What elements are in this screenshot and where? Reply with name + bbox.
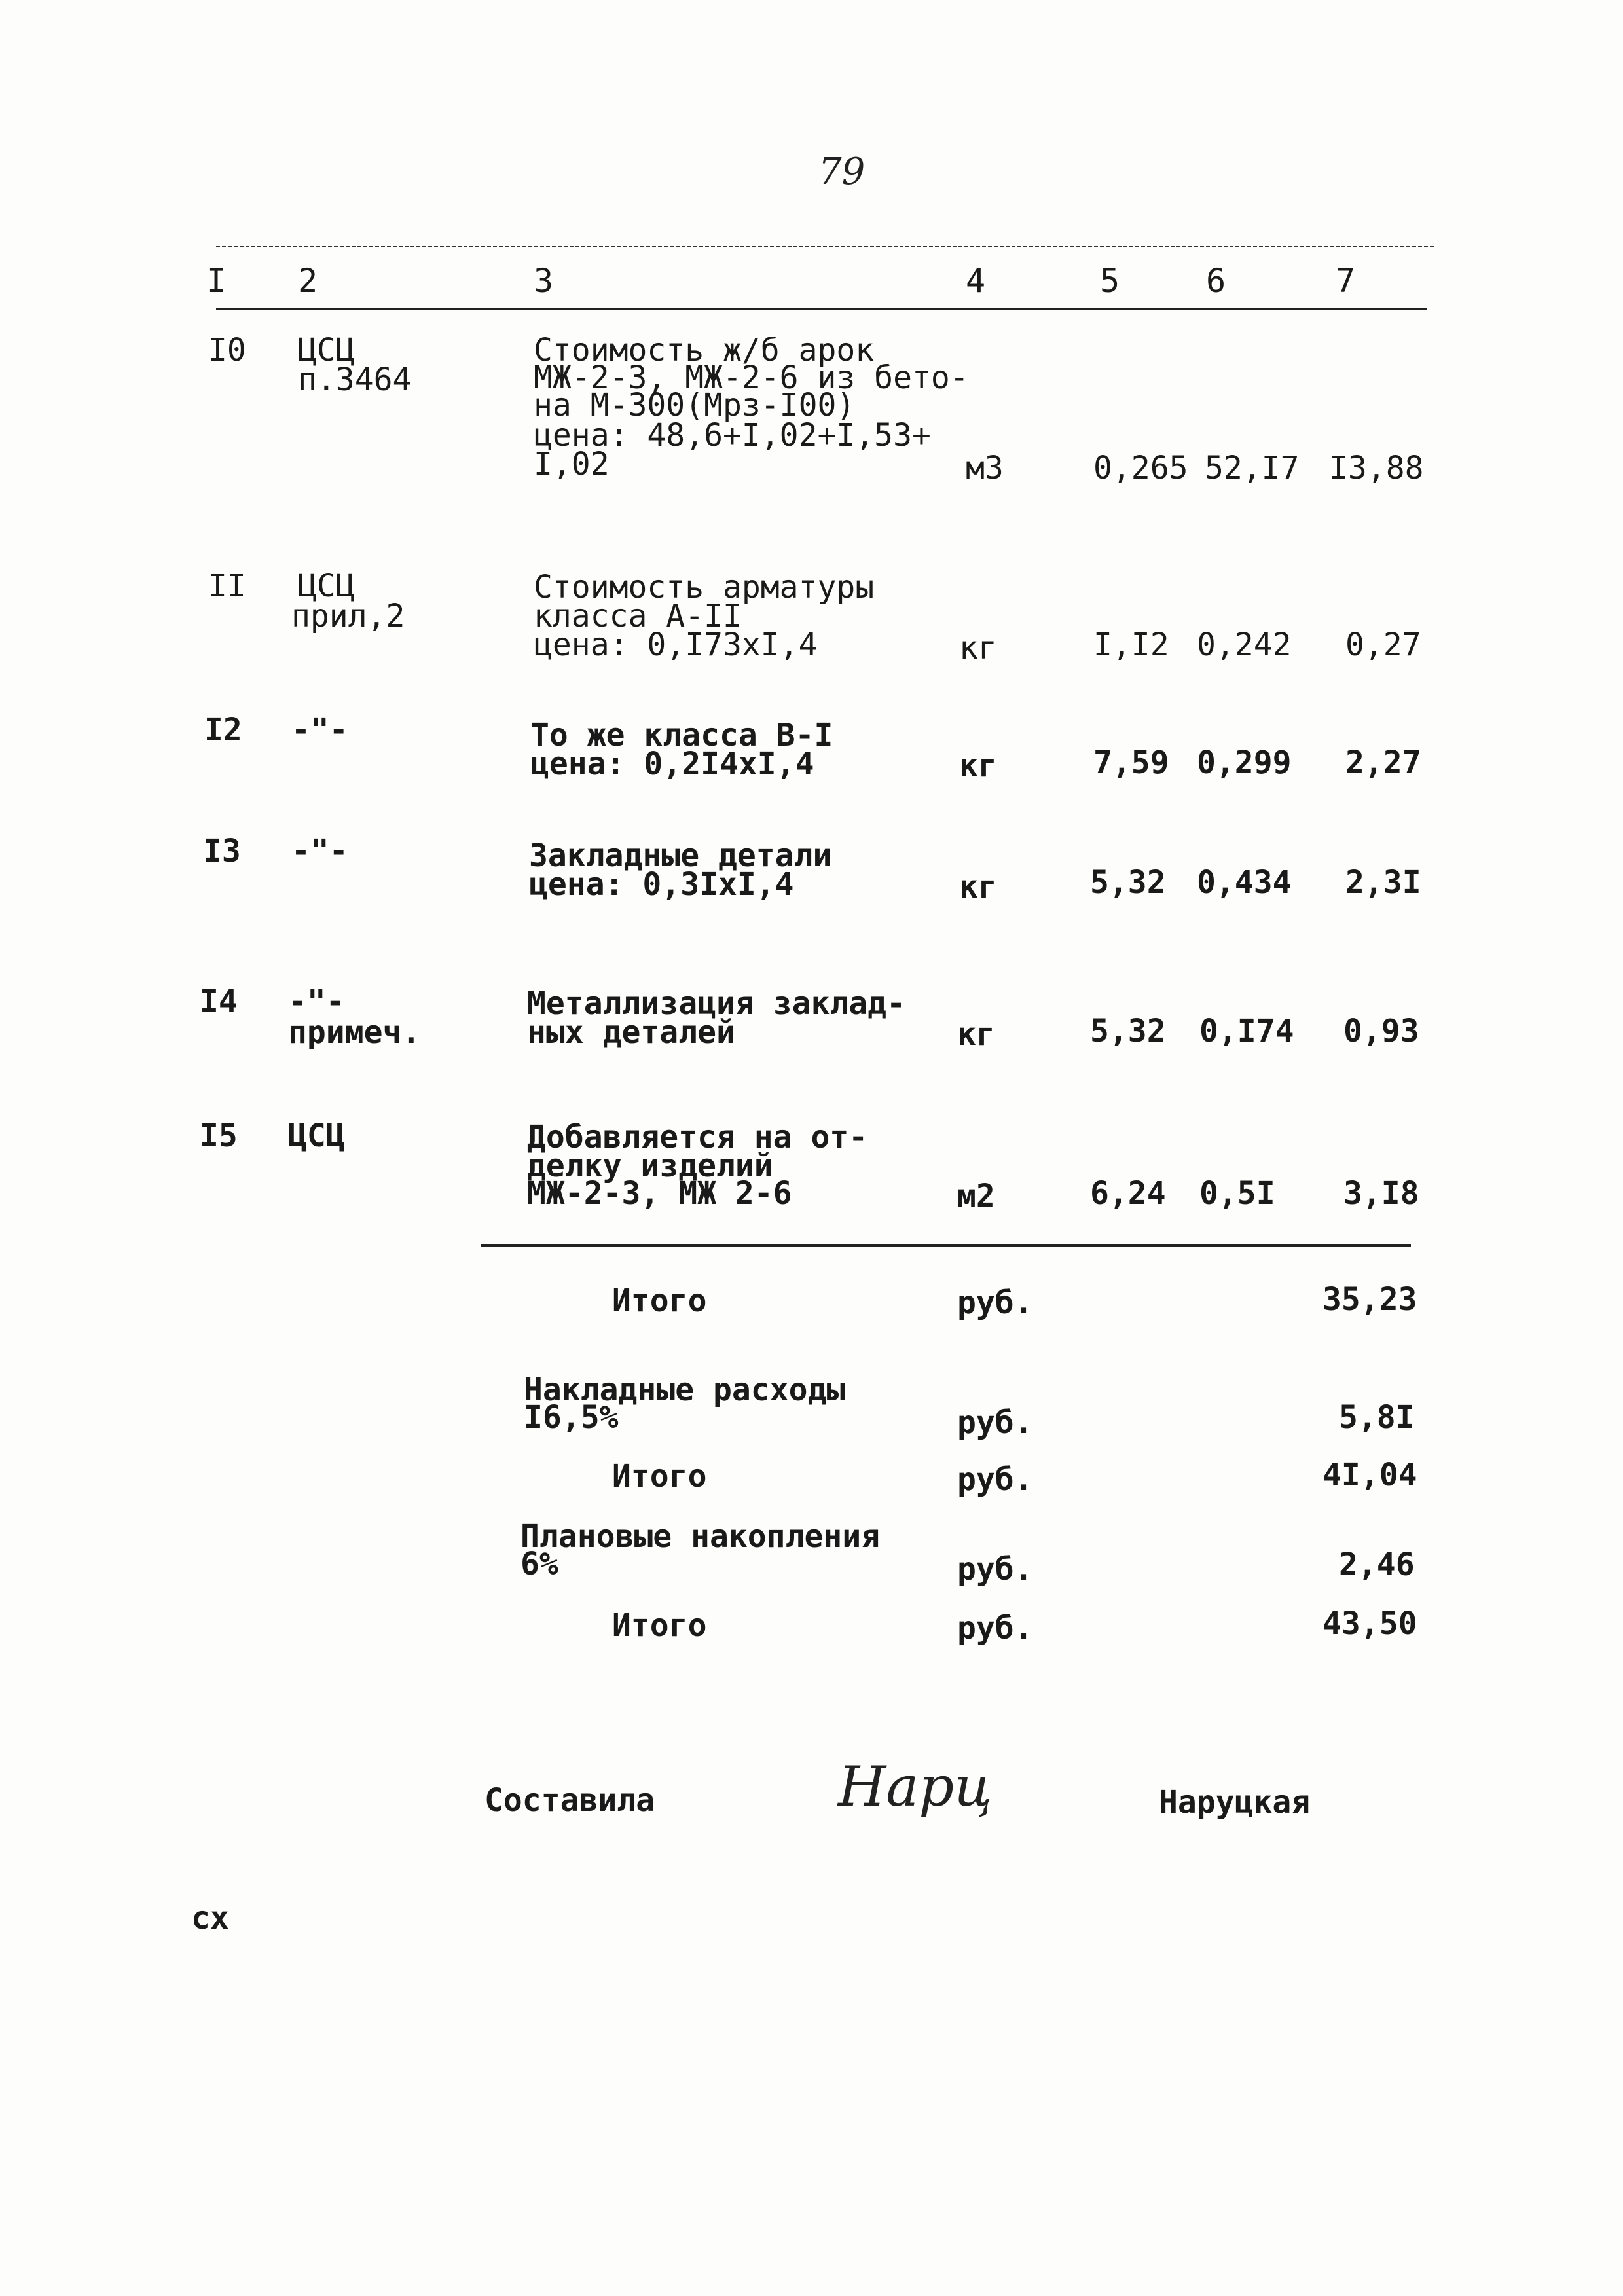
header-col-1: I: [206, 262, 227, 300]
row-14-code-1: -"-: [288, 983, 345, 1020]
summary-total-3-label: Итого: [612, 1607, 707, 1644]
row-12-price: 0,299: [1197, 744, 1292, 781]
row-14-unit: кг: [957, 1016, 995, 1053]
header-col-7: 7: [1336, 262, 1356, 300]
header-rule: [216, 308, 1427, 310]
summary-overhead-label-2: I6,5%: [524, 1399, 619, 1436]
row-15-code: ЦСЦ: [288, 1118, 345, 1154]
row-10-desc-2: МЖ-2-3, МЖ-2-6 из бето-: [534, 359, 969, 396]
row-13-desc-1: Закладные детали: [529, 837, 832, 874]
header-col-6: 6: [1206, 262, 1226, 300]
row-10-num: I0: [208, 332, 246, 369]
row-10-qty: 0,265: [1093, 450, 1188, 486]
signature: Нарц: [838, 1755, 993, 1819]
row-10-desc-3: на М-300(Мрз-I00): [534, 387, 856, 424]
row-14-num: I4: [200, 983, 238, 1020]
summary-total-1-label: Итого: [612, 1283, 707, 1319]
row-11-code-1: ЦСЦ: [298, 568, 355, 604]
summary-overhead-value: 5,8I: [1339, 1399, 1415, 1436]
row-11-desc-3: цена: 0,I73xI,4: [534, 627, 818, 663]
row-14-desc-2: ных деталей: [527, 1014, 735, 1051]
row-10-desc-5: I,02: [534, 446, 610, 483]
row-14-desc-1: Металлизация заклад-: [527, 985, 905, 1022]
header-col-4: 4: [966, 262, 986, 300]
summary-total-1-value: 35,23: [1322, 1281, 1417, 1318]
page-number: 79: [818, 151, 866, 193]
header-col-5: 5: [1100, 262, 1120, 300]
header-col-3: 3: [534, 262, 554, 300]
row-11-price: 0,242: [1197, 627, 1292, 663]
row-10-code-2: п.3464: [298, 361, 412, 398]
row-13-unit: кг: [959, 869, 997, 905]
row-15-desc-3: МЖ-2-3, МЖ 2-6: [527, 1175, 792, 1212]
top-rule: [216, 246, 1434, 247]
row-15-unit: м2: [957, 1178, 995, 1214]
row-12-unit: кг: [959, 748, 997, 784]
summary-total-3-unit: руб.: [957, 1610, 1033, 1647]
row-12-code: -"-: [291, 712, 348, 748]
summary-total-2-label: Итого: [612, 1458, 707, 1495]
row-11-qty: I,I2: [1093, 627, 1169, 663]
row-11-code-2: прил,2: [291, 598, 405, 634]
row-10-unit: м3: [966, 450, 1004, 486]
row-11-desc-2: класса А-II: [534, 598, 742, 634]
row-10-desc-4: цена: 48,6+I,02+I,53+: [534, 417, 931, 454]
row-15-total: 3,I8: [1343, 1175, 1419, 1212]
compiler-name: Наруцкая: [1159, 1784, 1311, 1821]
row-12-desc-1: То же класса В-I: [530, 717, 833, 754]
corner-mark: сх: [191, 1900, 229, 1937]
row-13-desc-2: цена: 0,3IxI,4: [529, 866, 794, 903]
row-14-price: 0,I74: [1199, 1013, 1294, 1049]
row-13-code: -"-: [291, 833, 348, 869]
row-14-qty: 5,32: [1090, 1013, 1166, 1049]
row-10-price: 52,I7: [1205, 450, 1300, 486]
row-11-total: 0,27: [1345, 627, 1421, 663]
row-12-total: 2,27: [1345, 744, 1421, 781]
summary-overhead-label-1: Накладные расходы: [524, 1372, 846, 1408]
summary-total-2-value: 4I,04: [1322, 1457, 1417, 1493]
summary-overhead-unit: руб.: [957, 1404, 1033, 1441]
row-13-total: 2,3I: [1345, 864, 1421, 901]
summary-rule: [481, 1244, 1411, 1247]
row-13-qty: 5,32: [1090, 864, 1166, 901]
compiled-by-label: Составила: [484, 1782, 655, 1819]
row-10-code-1: ЦСЦ: [298, 332, 355, 369]
row-10-total: I3,88: [1329, 450, 1424, 486]
summary-total-3-value: 43,50: [1322, 1605, 1417, 1642]
row-15-qty: 6,24: [1090, 1175, 1166, 1212]
row-11-num: II: [208, 568, 246, 604]
row-12-desc-2: цена: 0,2I4xI,4: [530, 746, 814, 782]
summary-planned-value: 2,46: [1339, 1546, 1415, 1583]
header-col-2: 2: [298, 262, 318, 300]
summary-planned-label-2: 6%: [520, 1546, 558, 1582]
summary-total-2-unit: руб.: [957, 1461, 1033, 1498]
summary-planned-unit: руб.: [957, 1551, 1033, 1588]
row-11-desc-1: Стоимость арматуры: [534, 569, 875, 606]
row-15-desc-2: делку изделий: [527, 1148, 773, 1184]
row-12-qty: 7,59: [1093, 744, 1169, 781]
summary-total-1-unit: руб.: [957, 1285, 1033, 1321]
row-15-desc-1: Добавляется на от-: [527, 1119, 868, 1156]
row-11-unit: кг: [959, 630, 997, 666]
row-10-desc-1: Стоимость ж/б арок: [534, 332, 875, 369]
row-13-num: I3: [203, 833, 241, 869]
row-14-total: 0,93: [1343, 1013, 1419, 1049]
summary-planned-label-1: Плановые накопления: [520, 1518, 881, 1555]
row-12-num: I2: [204, 712, 242, 748]
row-13-price: 0,434: [1197, 864, 1292, 901]
row-15-price: 0,5I: [1199, 1175, 1275, 1212]
row-14-code-2: примеч.: [288, 1014, 421, 1051]
row-15-num: I5: [200, 1118, 238, 1154]
